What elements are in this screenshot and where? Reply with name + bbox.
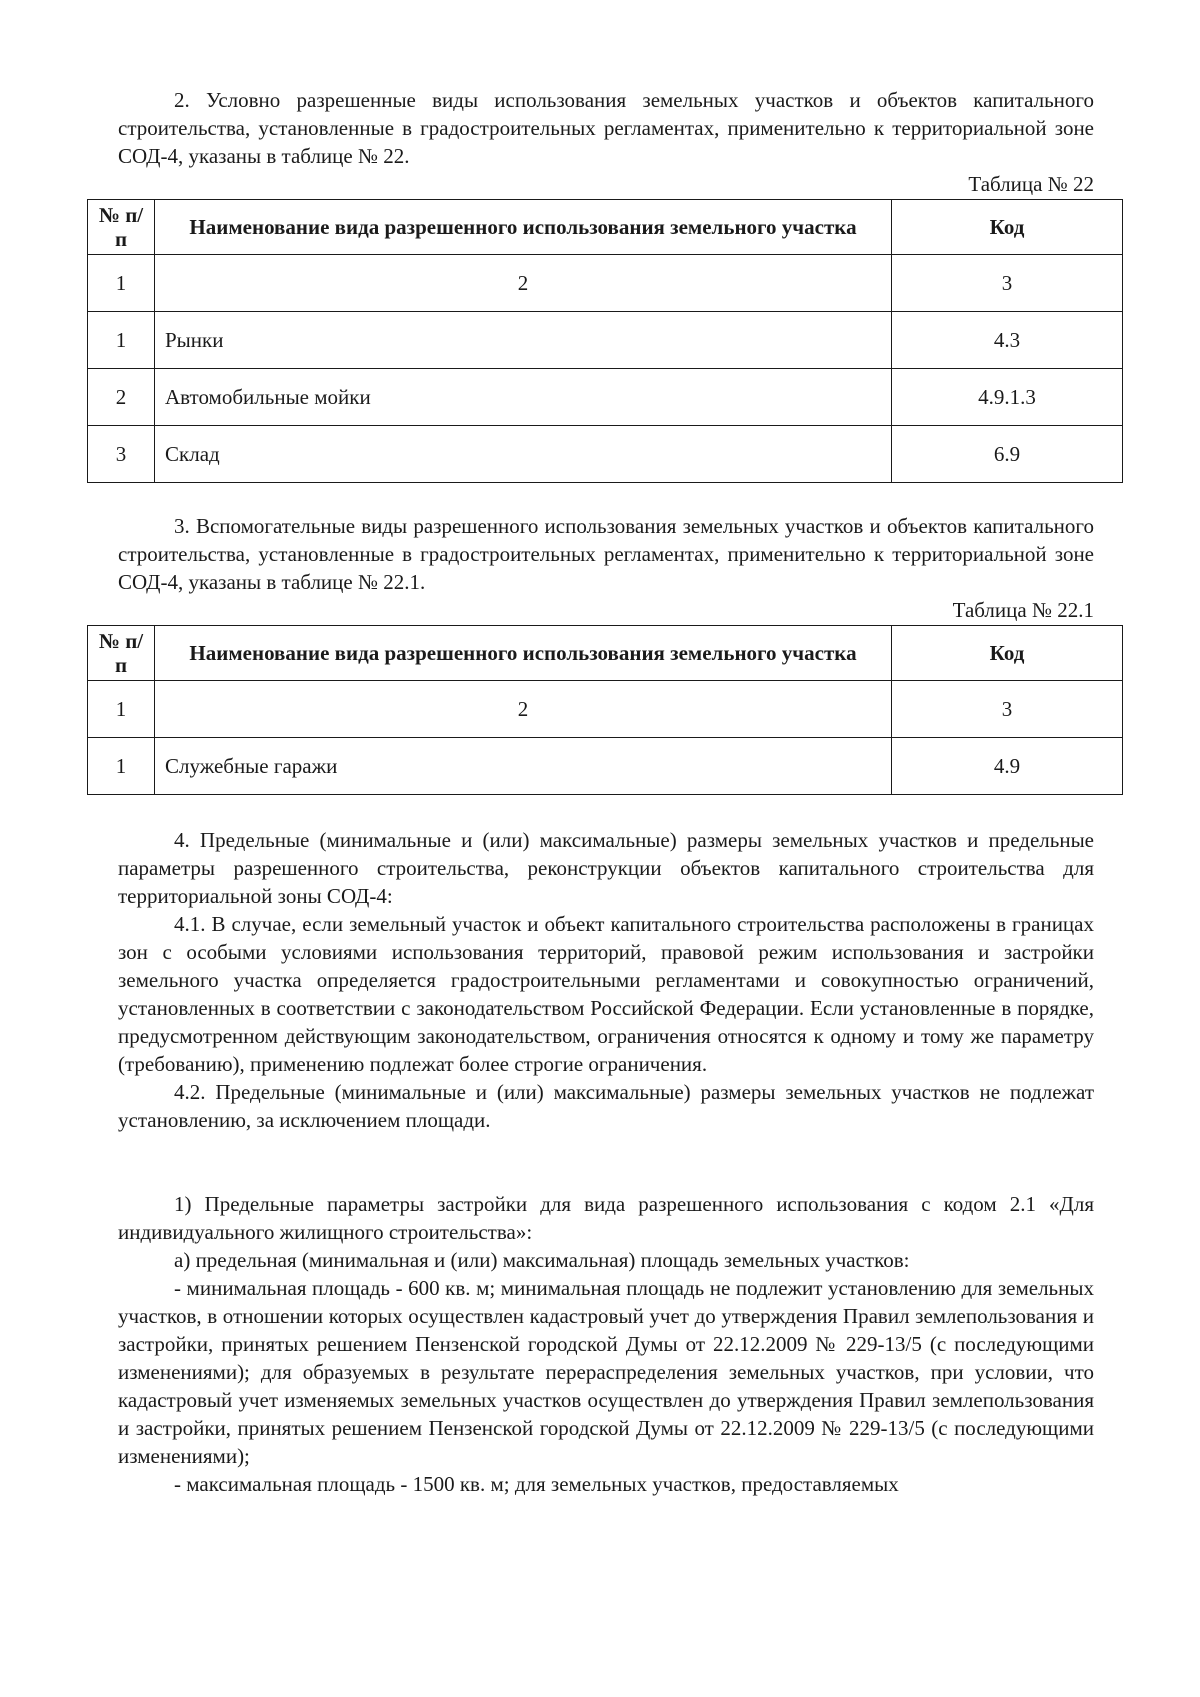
section-3-paragraph: 3. Вспомогательные виды разрешенного использования земельных участков и объектов капитального строительства, установленные в градостроительных регламентах, применительно к территориальной зоне СОД-4, указаны в таблице № 22.1. [118, 514, 1094, 594]
table-22 [87, 199, 1123, 483]
table-row [88, 312, 1123, 369]
item-1-heading: 1) Предельные параметры застройки для вида разрешенного использования с кодом 2.1 «Для индивидуального жилищного строительства»: [118, 1192, 1094, 1244]
item-1-min-area: - минимальная площадь - 600 кв. м; минимальная площадь не подлежит установлению для земельных участков, в отношении которых осуществлен кадастровый учет до утверждения Правил землепользования и застройки, принятых решением Пензенской городской Думы от 22.12.2009 № 229-13/5 (с последующими изменениями); для образуемых в результате перераспределения земельных участков, при условии, что кадастровый учет изменяемых земельных участков осуществлен до утверждения Правил землепользования и застройки, принятых решением Пензенской городской Думы от 22.12.2009 № 229-13/5 (с последующими изменениями); [118, 1276, 1094, 1468]
table-header-row [88, 200, 1123, 255]
item-1-max-area: - максимальная площадь - 1500 кв. м; для земельных участков, предоставляемых [174, 1472, 899, 1496]
index-num: 1 [88, 255, 155, 312]
row-code: 4.9.1.3 [892, 369, 1123, 426]
index-name: 2 [155, 255, 892, 312]
table-index-row [88, 681, 1123, 738]
row-num: 3 [88, 426, 155, 483]
table-row [88, 738, 1123, 795]
table-row [88, 426, 1123, 483]
table-row [88, 369, 1123, 426]
table-22-1-caption: Таблица № 22.1 [952, 598, 1094, 622]
header-name: Наименование вида разрешенного использования земельного участка [155, 626, 892, 681]
row-num: 1 [88, 312, 155, 369]
row-code: 6.9 [892, 426, 1123, 483]
header-num: № п/п [88, 200, 155, 255]
row-name: Служебные гаражи [155, 738, 892, 795]
row-name: Автомобильные мойки [155, 369, 892, 426]
row-code: 4.9 [892, 738, 1123, 795]
row-num: 1 [88, 738, 155, 795]
table-22-caption: Таблица № 22 [968, 172, 1094, 196]
section-2-paragraph: 2. Условно разрешенные виды использования земельных участков и объектов капитального строительства, установленные в градостроительных регламентах, применительно к территориальной зоне СОД-4, указаны в таблице № 22. [118, 88, 1094, 168]
table-index-row [88, 255, 1123, 312]
item-1-subpoint-a: а) предельная (минимальная и (или) максимальная) площадь земельных участков: [174, 1248, 910, 1272]
item-1 [118, 1190, 1094, 1498]
row-num: 2 [88, 369, 155, 426]
index-code: 3 [892, 681, 1123, 738]
section-4 [118, 826, 1094, 1134]
header-code: Код [892, 626, 1123, 681]
row-name: Рынки [155, 312, 892, 369]
index-num: 1 [88, 681, 155, 738]
section-4-2-paragraph: 4.2. Предельные (минимальные и (или) максимальные) размеры земельных участков не подлежат установлению, за исключением площади. [118, 1080, 1094, 1132]
table-22-1 [87, 625, 1123, 795]
section-4-intro: 4. Предельные (минимальные и (или) максимальные) размеры земельных участков и предельные параметры разрешенного строительства, реконструкции объектов капитального строительства для территориальной зоны СОД-4: [118, 828, 1094, 908]
header-name: Наименование вида разрешенного использования земельного участка [155, 200, 892, 255]
header-code: Код [892, 200, 1123, 255]
table-header-row [88, 626, 1123, 681]
index-code: 3 [892, 255, 1123, 312]
header-num: № п/п [88, 626, 155, 681]
row-code: 4.3 [892, 312, 1123, 369]
row-name: Склад [155, 426, 892, 483]
index-name: 2 [155, 681, 892, 738]
section-4-1-paragraph: 4.1. В случае, если земельный участок и объект капитального строительства расположены в границах зон с особыми условиями использования территорий, правовой режим использования и застройки земельного участка определяется градостроительными регламентами и совокупностью ограничений, установленных в соответствии с законодательством Российской Федерации. Если установленные в порядке, предусмотренном действующим законодательством, ограничения относятся к одному и тому же параметру (требованию), применению подлежат более строгие ограничения. [118, 912, 1094, 1076]
